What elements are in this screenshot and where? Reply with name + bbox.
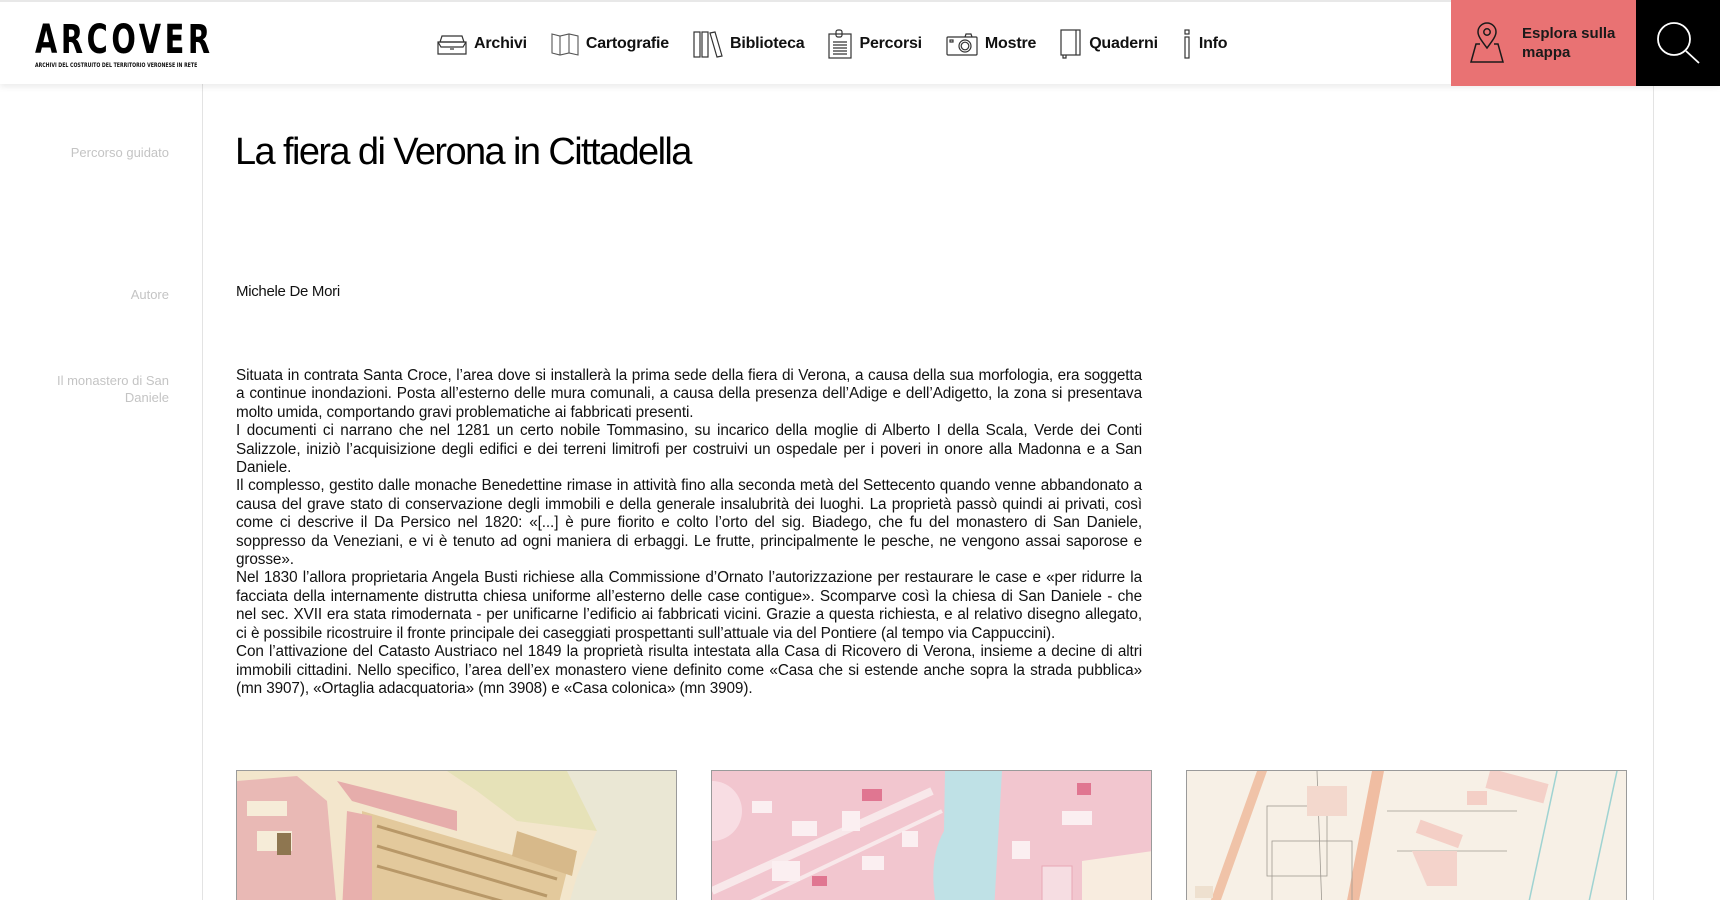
right-column-divider <box>1653 84 1654 900</box>
camera-icon <box>946 32 978 56</box>
nav-item-mostre[interactable] <box>946 32 1036 56</box>
map-pin-icon <box>1469 22 1505 64</box>
map-image <box>712 771 1152 900</box>
site-header <box>0 0 1720 84</box>
map-image <box>1187 771 1627 900</box>
left-column-divider <box>202 84 203 900</box>
chapter-label: Il monastero di San Daniele <box>56 373 169 405</box>
nav-item-info[interactable] <box>1182 29 1228 59</box>
nav-label: Biblioteca <box>730 35 805 52</box>
nav-label: Percorsi <box>859 35 922 52</box>
author-name: Michele De Mori <box>236 283 340 300</box>
nav-item-quaderni[interactable] <box>1060 29 1158 59</box>
nav-label: Cartografie <box>585 35 669 52</box>
folded-map-icon <box>551 32 579 56</box>
article-body <box>236 367 1142 698</box>
nav-item-biblioteca[interactable] <box>693 30 804 58</box>
map-image <box>237 771 677 900</box>
logo-wordmark: ARCOVER <box>35 17 214 63</box>
nav-label: Archivi <box>474 35 527 52</box>
notebook-icon <box>1060 29 1082 59</box>
paragraph: Il complesso, gestito dalle monache Benedettine rimase in attività fino alla seconda metà del Settecento quando venne abbandonato a causa del grave stato di conservazione degli immobili e della generale insalubrità dei luoghi. La proprietà passò quindi ai privati, così come ci descrive il Da Persico nel 1820: «[...] è pure fiorito e colto l’orto del sig. Biadego, che fu del monastero di San Daniele, soppresso da Veneziani, e vi è tenuto ad ogni maniera di erbaggi. Le frutte, principalmente le pesche, ne vengono assai saporose e grosse». <box>236 477 1142 569</box>
paragraph: Situata in contrata Santa Croce, l’area dove si installerà la prima sede della fiera di Verona, a causa della sua morfologia, era soggetta a continue inondazioni. Posta all’esterno delle mura comunali, a causa della presenza dell’Adige e dell’Adigetto, la zona si presentava molto umida, comportando gravi problematiche ai fabbricati presenti. <box>236 367 1142 421</box>
nav-label: Info <box>1198 35 1228 52</box>
section-label: Percorso guidato <box>70 145 169 160</box>
map-thumbnail[interactable] <box>711 770 1152 900</box>
nav-label: Quaderni <box>1089 35 1158 52</box>
paragraph: I documenti ci narrano che nel 1281 un certo nobile Tommasino, su incarico della moglie di Alberto I della Scala, Verde dei Conti Salizzole, iniziò l’acquisizione degli edifici e dei terreni limitrofi per costruivi un ospedale per i poveri in onore alla Madonna e a San Daniele. <box>236 422 1142 477</box>
logo-tagline: ARCHIVI DEL COSTRUITO DEL TERRITORIO VERONESE IN RETE <box>35 62 198 69</box>
nav-item-cartografie[interactable] <box>551 32 669 56</box>
explore-map-button[interactable] <box>1451 0 1636 86</box>
nav-item-percorsi[interactable] <box>828 29 921 59</box>
main-nav <box>437 28 1251 60</box>
paragraph: Con l’attivazione del Catasto Austriaco nel 1849 la proprietà risulta intestata alla Casa di Ricovero di Verona, insieme a decine di altri immobili cittadini. Nello specifico, l’area dell’ex monastero viene definito come «Casa che si estende anche sopra la strada pubblica» (mn 3907), «Ortaglia adacquatoria» (mn 3908) e «Casa colonica» (mn 3909). <box>236 643 1142 697</box>
page-title: La fiera di Verona in Cittadella <box>235 131 691 173</box>
author-label: Autore <box>130 287 169 302</box>
info-icon <box>1182 29 1192 59</box>
map-thumbnail[interactable] <box>1186 770 1627 900</box>
books-icon <box>693 30 723 58</box>
archive-tray-icon <box>437 33 467 55</box>
paragraph: Nel 1830 l’allora proprietaria Angela Busti richiese alla Commissione d’Ornato l’autorizzazione per restaurare le case e «per ridurre la facciata della internamente distrutta chiesa uniforme all’esterno delle case contigue». Scomparve così la chiesa di San Daniele - che nel sec. XVII era stata rimodernata - per unificarne l’edificio ai fabbricati vicini. Grazie a questa richiesta, e al relativo disegno allegato, ci è possibile ricostruire il fronte principale dei caseggiati prospettanti sull’attuale via del Pontiere (al tempo via Cappuccini). <box>236 569 1142 642</box>
search-icon <box>1655 20 1701 66</box>
clipboard-icon <box>828 29 852 59</box>
site-logo[interactable] <box>35 17 214 69</box>
nav-label: Mostre <box>984 35 1037 52</box>
map-thumbnail[interactable] <box>236 770 677 900</box>
nav-item-archivi[interactable] <box>437 33 527 55</box>
explore-map-label: Esplora sulla mappa <box>1522 25 1616 61</box>
search-button[interactable] <box>1636 0 1720 86</box>
